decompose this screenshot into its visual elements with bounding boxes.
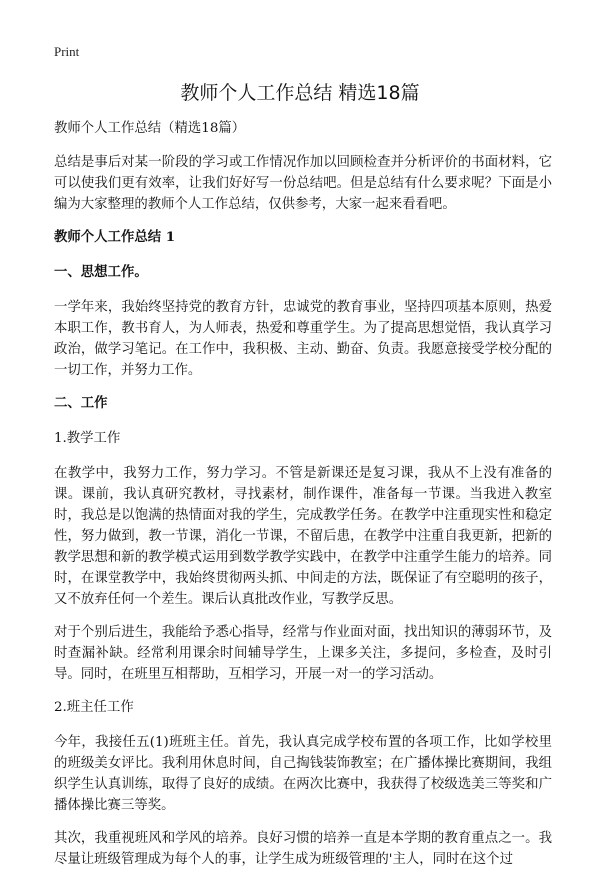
article-body — [54, 118, 552, 882]
section-heading: 教师个人工作总结 1 — [54, 229, 176, 245]
intro-paragraph: 总结是事后对某一阶段的学习或工作情况作加以回顾检查并分析评价的书面材料，它可以使我们更有效率，让我们好好写一份总结吧。但是总结有什么要求呢？下面是小编为大家整理的教师个人工作总结，仅供参考，大家一起来看看吧。 — [54, 155, 552, 212]
print-link[interactable]: Print — [54, 44, 80, 59]
part1-heading: 一、思想工作。 — [54, 264, 148, 280]
part2-heading: 二、工作 — [54, 395, 108, 411]
part1-paragraph: 一学年来，我始终坚持党的教育方针，忠诚党的教育事业，坚持四项基本原则，热爱本职工作，教书育人，为人师表，热爱和尊重学生。为了提高思想觉悟，我认真学习政治，做学习笔记。在工作中，我积极、主动、勤奋、负责。我愿意接受学校分配的一切工作，并努力工作。 — [54, 300, 552, 378]
article-subtitle: 教师个人工作总结（精选18篇） — [54, 121, 246, 136]
sub2-paragraph-2: 其次，我重视班风和学风的培养。良好习惯的培养一直是本学期的教育重点之一。我尽量让班级管理成为每个人的事，让学生成为班级管理的'主人，同时在这个过 — [54, 831, 552, 867]
sub1-heading: 1.教学工作 — [54, 431, 121, 446]
sub1-paragraph-1: 在教学中，我努力工作，努力学习。不管是新课还是复习课，我从不上没有准备的课。课前，我认真研究教材，寻找素材，制作课件，准备每一节课。当我进入教室时，我总是以饱满的热情面对我的学生，完成教学任务。在教学中注重现实性和稳定性，努力做到，教一节课，消化一节课，不留后患，在教学中注重自我更新，把新的教学思想和新的教学模式运用到数学教学实践中，在教学中注重学生能力的培养。同时，在课堂教学中，我始终贯彻两头抓、中间走的方法，既保证了有空聪明的孩子，又不放弃任何一个差生。课后认真批改作业，写教学反思。 — [54, 466, 552, 607]
page-title: 教师个人工作总结 精选18篇 — [180, 82, 420, 104]
sub2-paragraph-1: 今年，我接任五(1)班班主任。首先，我认真完成学校布置的各项工作，比如学校里的班级美女评比。我利用休息时间，自己掏钱装饰教室；在广播体操比赛期间，我组织学生认真训练，取得了良好的成绩。在两次比赛中，我获得了校级选美三等奖和广播体操比赛三等奖。 — [54, 735, 552, 813]
sub1-paragraph-2: 对于个别后进生，我能给予悉心指导，经常与作业面对面，找出知识的薄弱环节，及时查漏补缺。经常利用课余时间辅导学生，上课多关注，多提问，多检查，及时引导。同时，在班里互相帮助，互相学习，开展一对一的学习活动。 — [54, 625, 552, 682]
sub2-heading: 2.班主任工作 — [54, 700, 134, 715]
